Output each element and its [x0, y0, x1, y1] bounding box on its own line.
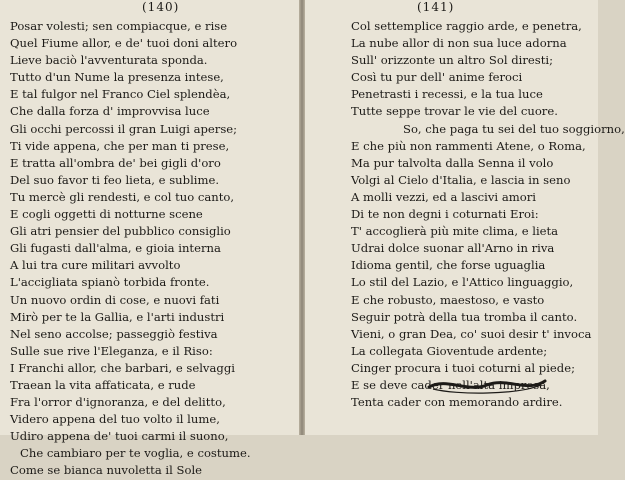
left-page	[0, 0, 299, 478]
verse-line: Del suo favor ti feo lieta, e sublime.	[10, 172, 220, 187]
verse-line: Lieve baciò l'avventurata sponda.	[10, 53, 208, 68]
verse-line: Che cambiaro per te voglia, e costume.	[20, 446, 251, 461]
verse-line: Col settemplice raggio arde, e penetra,	[351, 19, 582, 33]
verse-line: Fra l'orror d'ignoranza, e del delitto,	[10, 395, 226, 410]
verse-line: Tu mercè gli rendesti, e col tuo canto,	[10, 189, 235, 204]
right-page	[305, 0, 625, 435]
verse-line: Sull' orizzonte un altro Sol diresti;	[351, 53, 553, 68]
verse-line: Idioma gentil, che forse uguaglia	[351, 258, 546, 273]
verse-line: E tratta all'ombra de' bei gigli d'oro	[10, 155, 221, 170]
verse-line: Ma pur talvolta dalla Senna il volo	[351, 155, 554, 170]
verse-line: Traean la vita affaticata, e rude	[10, 377, 196, 392]
verse-line: Come se bianca nuvoletta il Sole	[10, 463, 203, 478]
verse-line: E che robusto, maestoso, e vasto	[351, 292, 545, 307]
verse-line: Udrai dolce suonar all'Arno in riva	[351, 241, 555, 256]
verse-line: Tutto d'un Nume la presenza intese,	[10, 70, 224, 85]
verse-line: L'accigliata spianò torbida fronte.	[10, 275, 210, 290]
verse-line: Lo stil del Lazio, e l'Attico linguaggio,	[351, 275, 574, 290]
verse-line: So, che paga tu sei del tuo soggiorno,	[403, 121, 625, 136]
verse-line: A molli vezzi, ed a lascivi amori	[351, 189, 536, 204]
verse-line: E se deve cader nell'alta impresa,	[351, 377, 550, 392]
verse-line: Vieni, o gran Dea, co' suoi desir t' invoca	[351, 326, 592, 341]
right-verse-block	[351, 18, 625, 411]
end-ornament-icon	[427, 373, 547, 397]
verse-line: Videro appena del tuo volto il lume,	[10, 412, 220, 427]
verse-line: Così tu pur dell' anime feroci	[351, 70, 523, 85]
verse-line: Ti vide appena, che per man ti prese,	[10, 138, 230, 153]
verse-line: Penetrasti i recessi, e la tua luce	[351, 87, 543, 102]
verse-line: Sulle sue rive l'Eleganza, e il Riso:	[10, 343, 213, 358]
verse-line: A lui tra cure militari avvolto	[10, 258, 181, 273]
verse-line: Di te non degni i coturnati Eroi:	[351, 207, 539, 222]
verse-line: Tenta cader con memorando ardire.	[351, 395, 563, 410]
verse-line: E tal fulgor nel Franco Ciel splendèa,	[10, 87, 231, 102]
verse-line: Tutte seppe trovar le vie del cuore.	[351, 104, 558, 119]
verse-line: Volgi al Cielo d'Italia, e lascia in seno	[351, 172, 571, 187]
verse-line: T' accoglierà più mite clima, e lieta	[351, 224, 559, 239]
verse-line: Mirò per te la Gallia, e l'arti industri	[10, 309, 225, 324]
verse-line: La collegata Gioventude ardente;	[351, 343, 548, 358]
verse-line: Seguir potrà della tua tromba il canto.	[351, 309, 578, 324]
verse-line: Gli occhi percossi il gran Luigi aperse;	[10, 121, 238, 136]
verse-line: Gli fugasti dall'alma, e gioia interna	[10, 241, 221, 256]
verse-line: E che più non rammenti Atene, o Roma,	[351, 138, 586, 153]
verse-line: Nel seno accolse; passeggiò festiva	[10, 326, 218, 341]
verse-line: I Franchi allor, che barbari, e selvaggi	[10, 360, 235, 375]
verse-line: Udiro appena de' tuoi carmi il suono,	[10, 429, 229, 444]
page-number-left: (140)	[142, 0, 180, 14]
page-number-right: (141)	[417, 0, 455, 14]
verse-line: Posar volesti; sen compiacque, e rise	[10, 19, 228, 33]
verse-line: Un nuovo ordin di cose, e nuovi fati	[10, 292, 220, 307]
left-verse-block	[10, 18, 293, 480]
verse-line: Gli atri pensier del pubblico consiglio	[10, 224, 231, 239]
verse-line: E cogli oggetti di notturne scene	[10, 207, 203, 222]
verse-line: Quel Fiume allor, e de' tuoi doni altero	[10, 36, 238, 51]
verse-line: Che dalla forza d' improvvisa luce	[10, 104, 210, 119]
verse-line: Cinger procura i tuoi coturni al piede;	[351, 360, 575, 375]
verse-line: La nube allor di non sua luce adorna	[351, 36, 567, 51]
